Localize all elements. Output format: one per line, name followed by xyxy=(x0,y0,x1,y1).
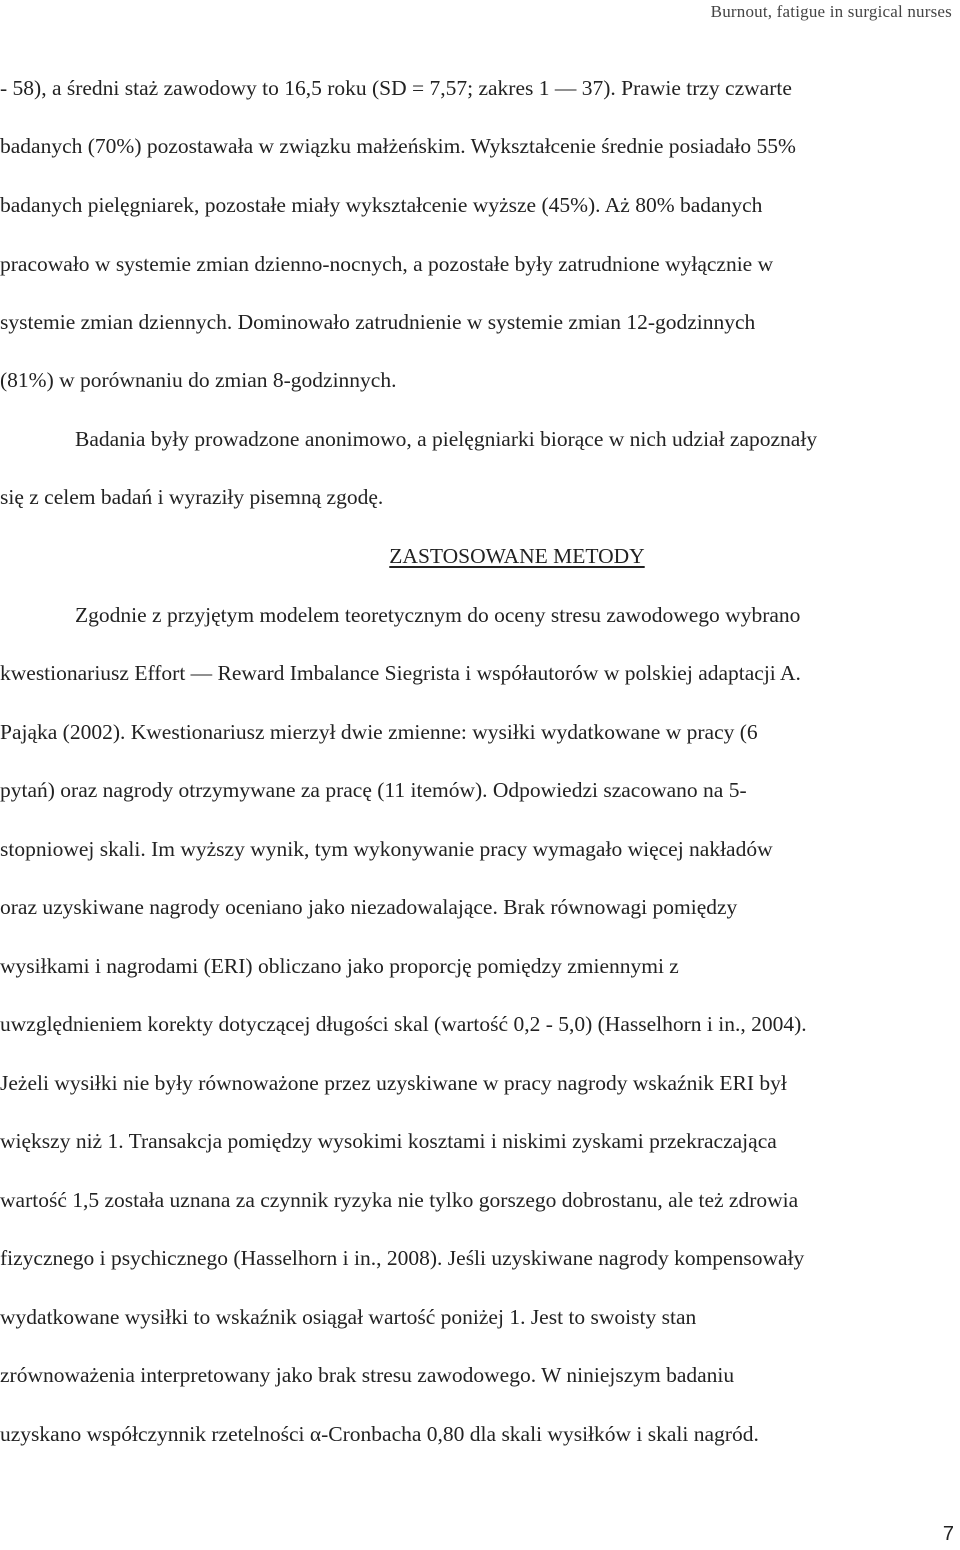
text-line: - 58), a średni staż zawodowy to 16,5 roku (SD = 7,57; zakres 1 — 37). Prawie trzy czwarte xyxy=(0,76,792,100)
text-line: się z celem badań i wyraziły pisemną zgodę. xyxy=(0,485,384,509)
text-line: oraz uzyskiwane nagrody oceniano jako niezadowalające. Brak równowagi pomiędzy xyxy=(0,895,738,919)
text-line: wydatkowane wysiłki to wskaźnik osiągał wartość poniżej 1. Jest to swoisty stan xyxy=(0,1305,697,1329)
page-number: 7 xyxy=(942,1523,954,1545)
text-line: badanych (70%) pozostawała w związku małżeńskim. Wykształcenie średnie posiadało 55% xyxy=(0,134,796,158)
text-line: stopniowej skali. Im wyższy wynik, tym wykonywanie pracy wymagało więcej nakładów xyxy=(0,837,773,861)
text-line: pracowało w systemie zmian dzienno-nocnych, a pozostałe były zatrudnione wyłącznie w xyxy=(0,252,774,276)
text-line: wartość 1,5 została uznana za czynnik ryzyka nie tylko gorszego dobrostanu, ale też zdrowia xyxy=(0,1188,799,1212)
running-header: Burnout, fatigue in surgical nurses xyxy=(710,2,952,21)
text-line: Pająka (2002). Kwestionariusz mierzył dwie zmienne: wysiłki wydatkowane w pracy (6 xyxy=(0,720,758,744)
text-line: większy niż 1. Transakcja pomiędzy wysokimi kosztami i niskimi zyskami przekraczająca xyxy=(0,1129,777,1153)
text-line: uzyskano współczynnik rzetelności α-Cronbacha 0,80 dla skali wysiłków i skali nagród. xyxy=(0,1422,759,1446)
section-heading: ZASTOSOWANE METODY xyxy=(389,544,645,568)
text-line: Badania były prowadzone anonimowo, a pielęgniarki biorące w nich udział zapoznały xyxy=(75,427,818,451)
text-line: systemie zmian dziennych. Dominowało zatrudnienie w systemie zmian 12-godzinnych xyxy=(0,310,756,334)
text-line: pytań) oraz nagrody otrzymywane za pracę (11 itemów). Odpowiedzi szacowano na 5- xyxy=(0,778,747,802)
text-line: wysiłkami i nagrodami (ERI) obliczano jako proporcję pomiędzy zmiennymi z xyxy=(0,954,679,978)
text-line: Jeżeli wysiłki nie były równoważone przez uzyskiwane w pracy nagrody wskaźnik ERI był xyxy=(0,1071,787,1095)
text-line: fizycznego i psychicznego (Hasselhorn i in., 2008). Jeśli uzyskiwane nagrody kompensowały xyxy=(0,1246,805,1270)
text-line: kwestionariusz Effort — Reward Imbalance Siegrista i współautorów w polskiej adaptacji A. xyxy=(0,661,801,685)
text-line: zrównoważenia interpretowany jako brak stresu zawodowego. W niniejszym badaniu xyxy=(0,1363,735,1387)
text-line: uwzględnieniem korekty dotyczącej długości skal (wartość 0,2 - 5,0) (Hasselhorn i in., 2004). xyxy=(0,1012,807,1036)
text-line: badanych pielęgniarek, pozostałe miały wykształcenie wyższe (45%). Aż 80% badanych xyxy=(0,193,763,217)
text-line: Zgodnie z przyjętym modelem teoretycznym do oceny stresu zawodowego wybrano xyxy=(75,603,801,627)
text-line: (81%) w porównaniu do zmian 8-godzinnych. xyxy=(0,368,397,392)
